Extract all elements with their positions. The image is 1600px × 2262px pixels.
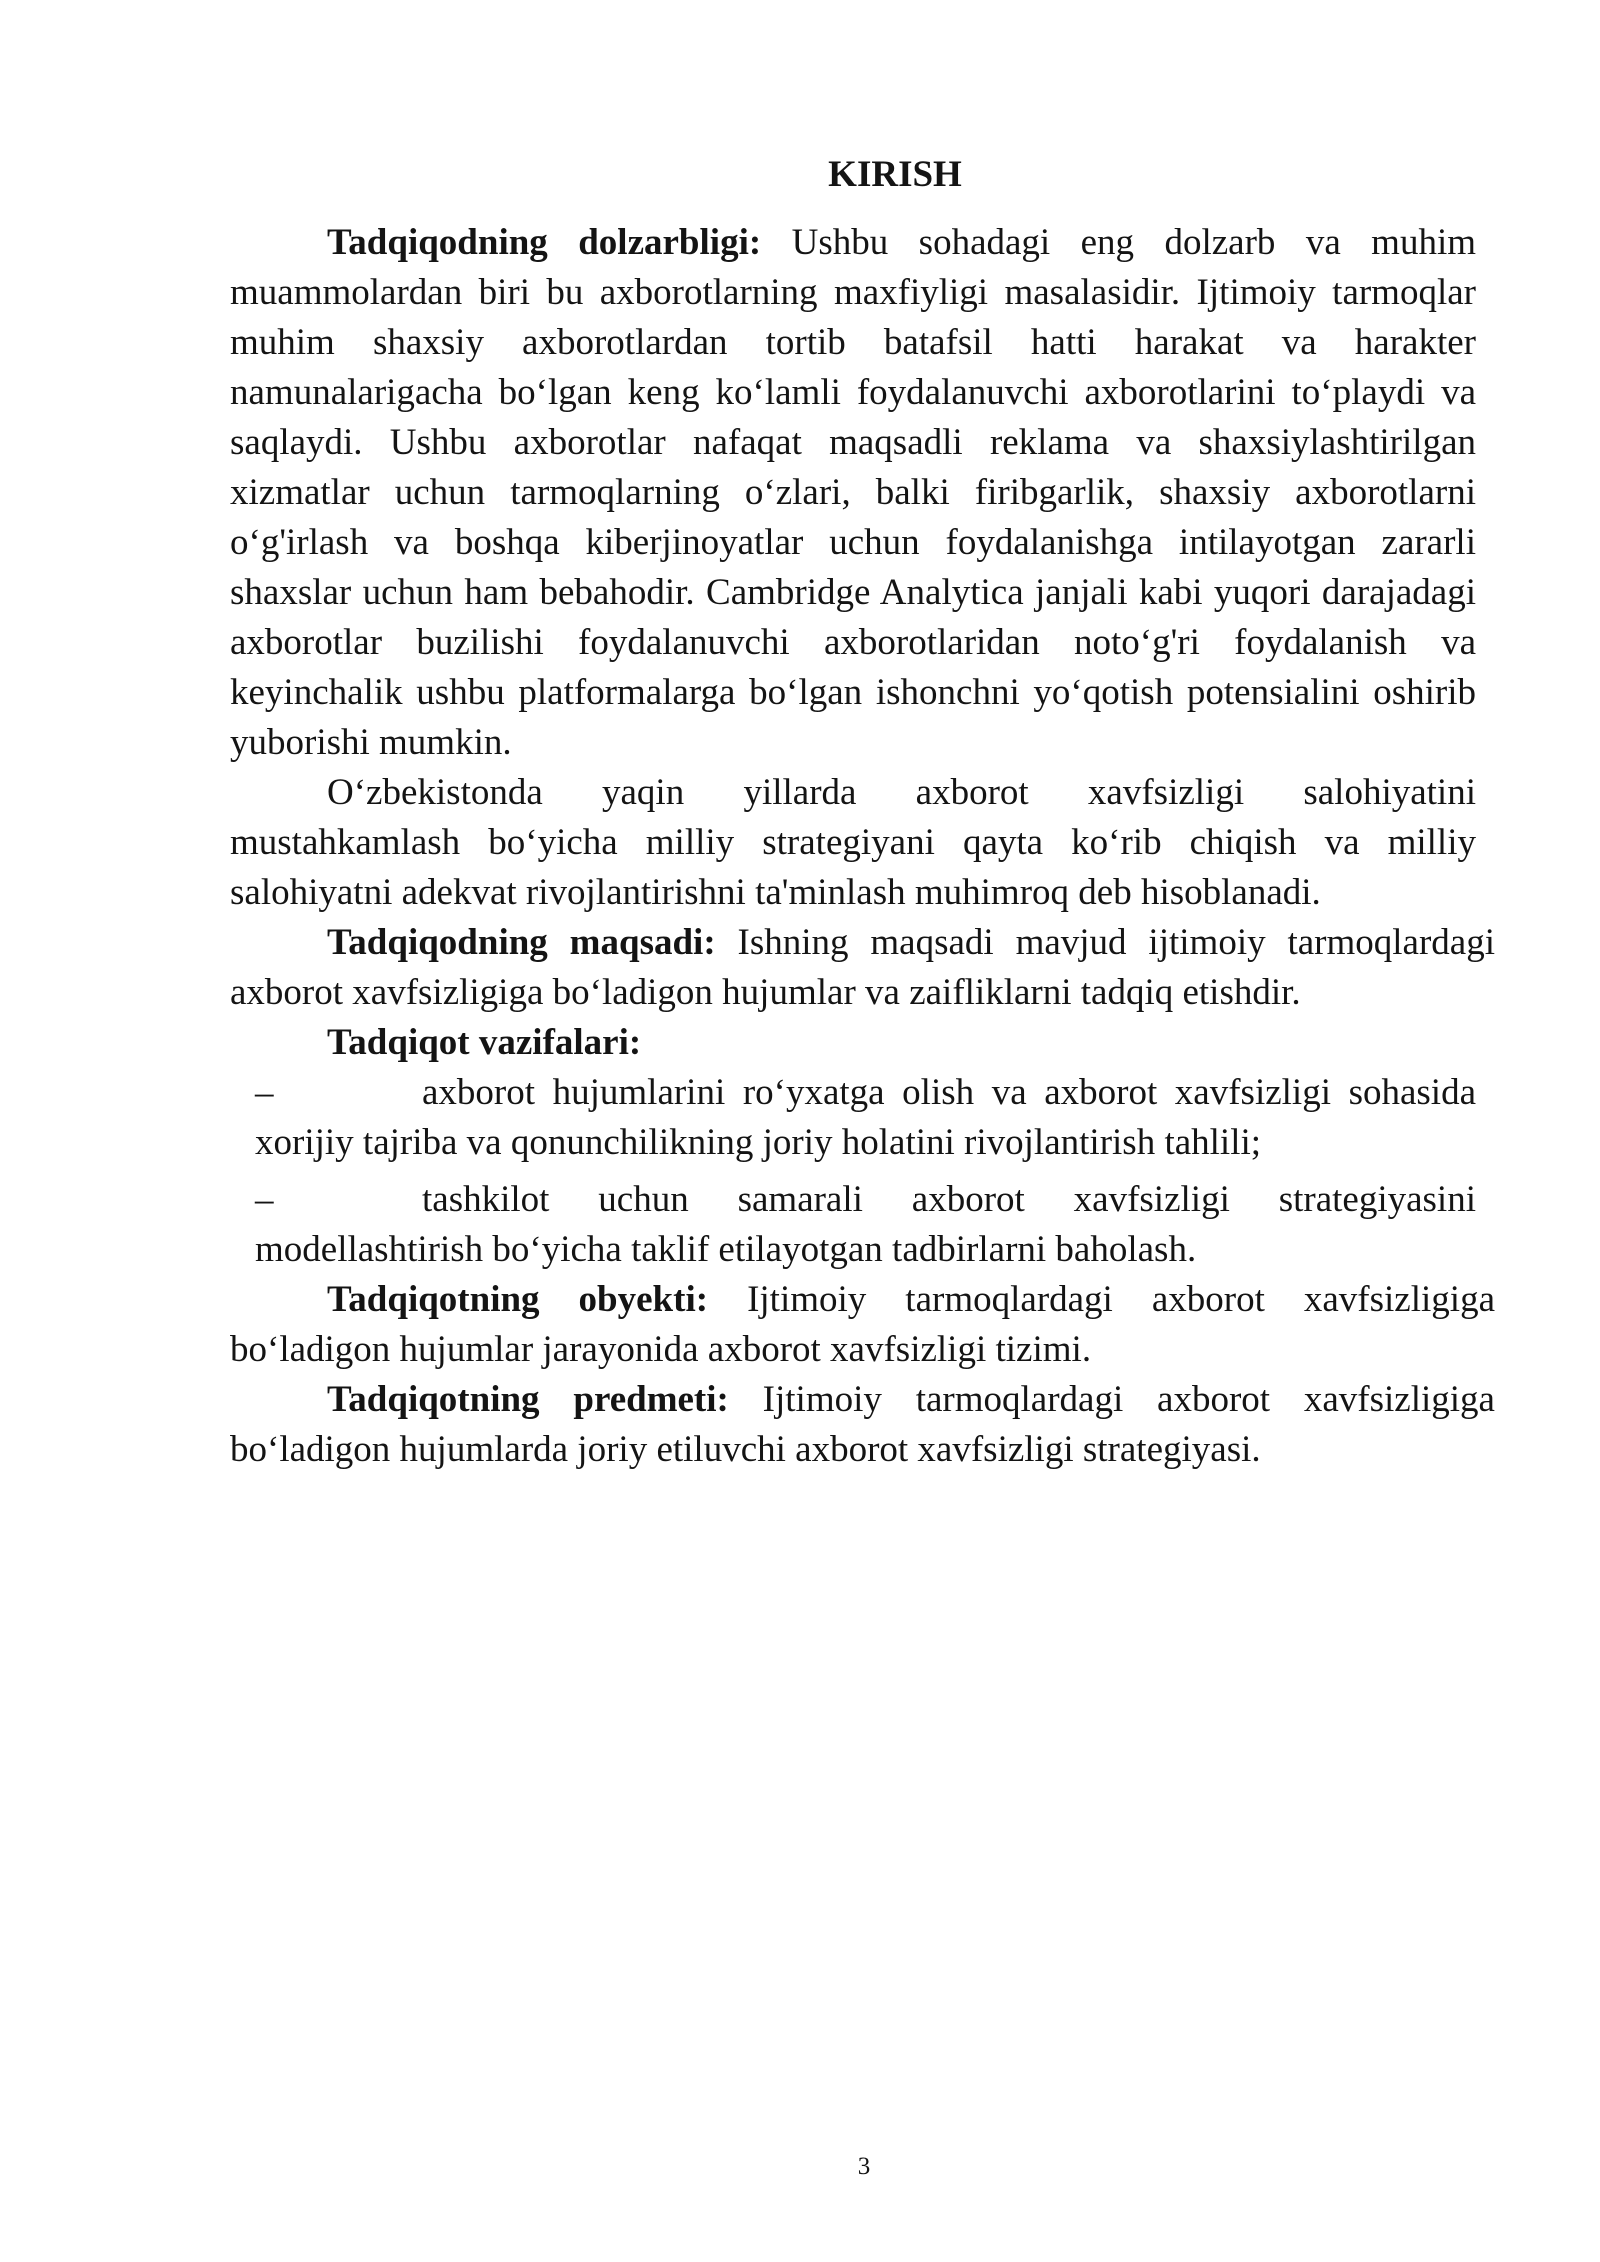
text-line: o‘g'irlash va boshqa kiberjinoyatlar uchun foydalanishga intilayotgan zararli xyxy=(230,522,1476,563)
text-line: mustahkamlash bo‘yicha milliy strategiyani qayta ko‘rib chiqish va milliy xyxy=(230,822,1476,863)
text-line: salohiyatni adekvat rivojlantirishni ta'minlash muhimroq deb hisoblanadi. xyxy=(230,872,1321,913)
task-item xyxy=(255,1175,1476,1275)
text-line: keyinchalik ushbu platformalarga bo‘lgan ishonchni yo‘qotish potensialini oshirib xyxy=(230,672,1476,713)
text-line: bo‘ladigon hujumlarda joriy etiluvchi axborot xavfsizligi strategiyasi. xyxy=(230,1429,1261,1470)
paragraph-object xyxy=(230,1275,1495,1375)
tasks-heading: Tadqiqot vazifalari: xyxy=(327,1022,642,1063)
page-content xyxy=(230,150,1495,1475)
task-item xyxy=(255,1068,1476,1168)
text-line: xorijiy tajriba va qonunchilikning joriy holatini rivojlantirish tahlili; xyxy=(255,1122,1262,1163)
text-line xyxy=(230,918,1495,968)
paragraph-lead: Tadqiqotning obyekti: xyxy=(327,1279,709,1320)
paragraph-strategy xyxy=(230,768,1476,918)
text-line xyxy=(255,1068,1476,1118)
text-span: Ijtimoiy tarmoqlardagi axborot xavfsizligiga xyxy=(747,1279,1495,1320)
text-span: Ishning maqsadi mavjud ijtimoiy tarmoqlardagi xyxy=(737,922,1495,963)
paragraph-lead: Tadqiqodning dolzarbligi: xyxy=(327,222,762,263)
text-line xyxy=(255,1175,1476,1225)
list-bullet: – xyxy=(255,1072,274,1113)
text-line: yuborishi mumkin. xyxy=(230,722,512,763)
paragraph-subject xyxy=(230,1375,1495,1475)
text-span: tashkilot uchun samarali axborot xavfsizligi strategiyasini xyxy=(422,1179,1476,1220)
text-span: Ushbu sohadagi eng dolzarb va muhim xyxy=(791,222,1477,263)
text-line: O‘zbekistonda yaqin yillarda axborot xavfsizligi salohiyatini xyxy=(327,772,1476,813)
text-line: shaxslar uchun ham bebahodir. Cambridge Analytica janjali kabi yuqori darajadagi xyxy=(230,572,1476,613)
paragraph-relevance xyxy=(230,218,1476,768)
text-line xyxy=(230,218,1476,268)
text-line: xizmatlar uchun tarmoqlarning o‘zlari, balki firibgarlik, shaxsiy axborotlarni xyxy=(230,472,1476,513)
text-line: muhim shaxsiy axborotlardan tortib batafsil hatti harakat va harakter xyxy=(230,322,1476,363)
paragraph-goal xyxy=(230,918,1495,1018)
text-line xyxy=(230,1275,1495,1325)
text-line: axborotlar buzilishi foydalanuvchi axborotlaridan noto‘g'ri foydalanish va xyxy=(230,622,1476,663)
section-title: KIRISH xyxy=(828,154,962,195)
text-line: axborot xavfsizligiga bo‘ladigon hujumlar va zaifliklarni tadqiq etishdir. xyxy=(230,972,1301,1013)
text-span: axborot hujumlarini ro‘yxatga olish va axborot xavfsizligi sohasida xyxy=(422,1072,1476,1113)
text-line: saqlaydi. Ushbu axborotlar nafaqat maqsadli reklama va shaxsiylashtirilgan xyxy=(230,422,1476,463)
text-line: namunalarigacha bo‘lgan keng ko‘lamli foydalanuvchi axborotlarini to‘playdi va xyxy=(230,372,1476,413)
task-list xyxy=(230,1068,1476,1275)
page-number: 3 xyxy=(857,2153,871,2180)
text-line: bo‘ladigon hujumlar jarayonida axborot xavfsizligi tizimi. xyxy=(230,1329,1092,1370)
text-line xyxy=(230,1375,1495,1425)
text-line: modellashtirish bo‘yicha taklif etilayotgan tadbirlarni baholash. xyxy=(255,1229,1197,1270)
text-line: muammolardan biri bu axborotlarning maxfiyligi masalasidir. Ijtimoiy tarmoqlar xyxy=(230,272,1476,313)
list-bullet: – xyxy=(255,1179,274,1220)
paragraph-lead: Tadqiqodning maqsadi: xyxy=(327,922,716,963)
paragraph-lead: Tadqiqotning predmeti: xyxy=(327,1379,729,1420)
text-span: Ijtimoiy tarmoqlardagi axborot xavfsizligiga xyxy=(762,1379,1495,1420)
